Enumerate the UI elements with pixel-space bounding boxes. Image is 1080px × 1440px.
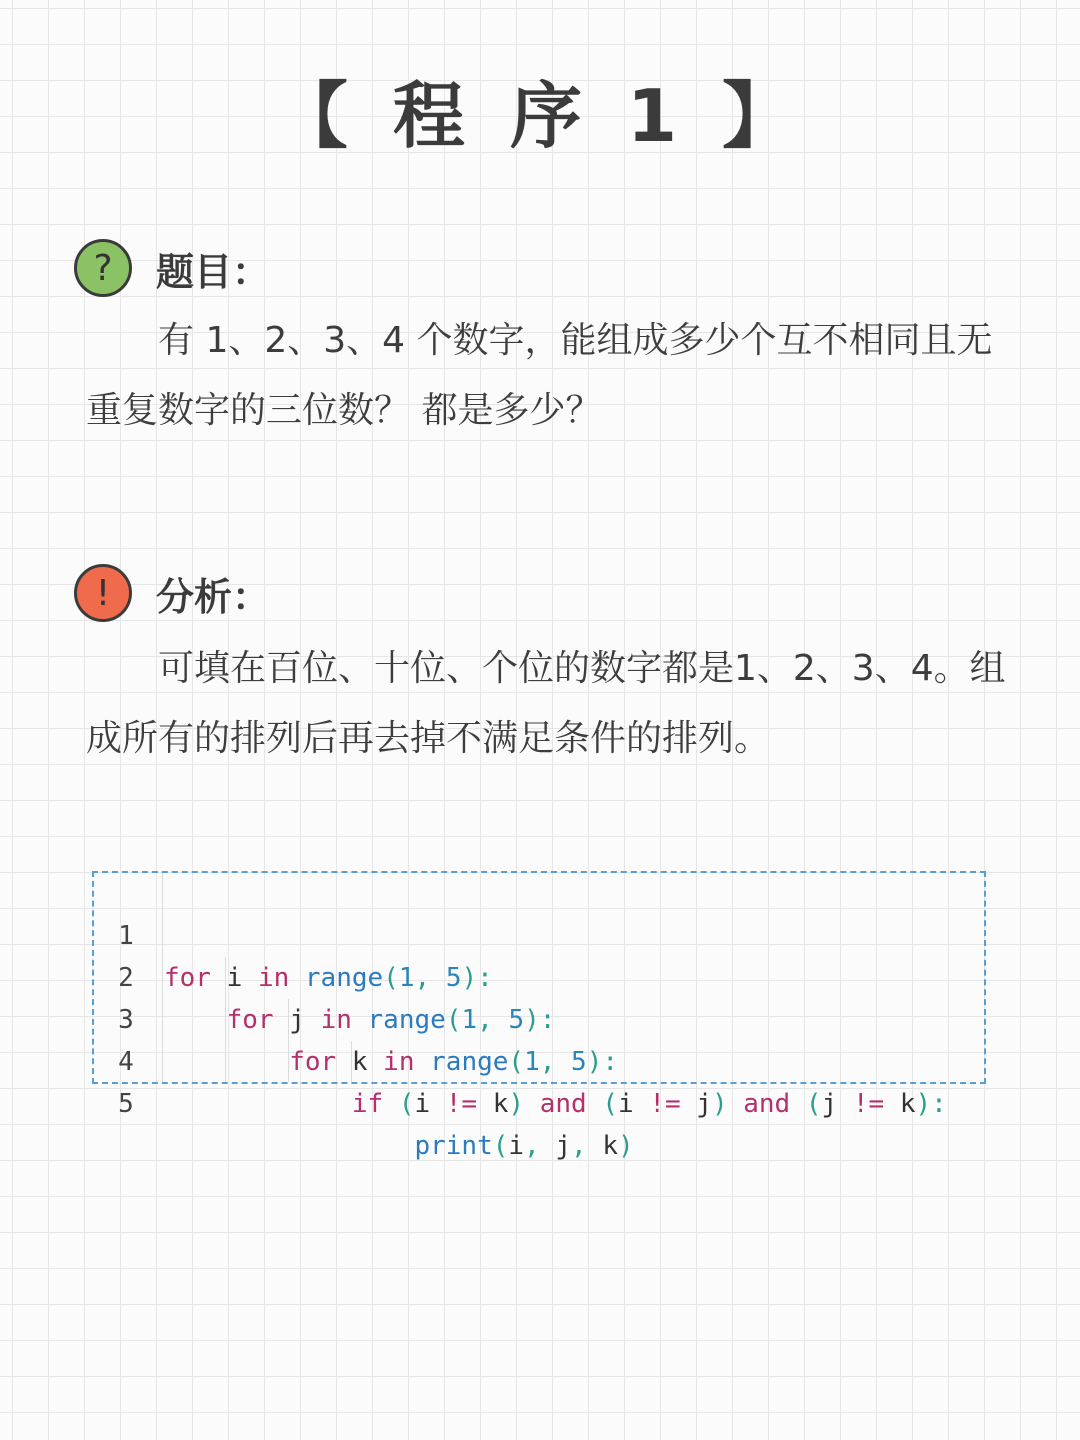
line-number: 1 — [118, 921, 134, 951]
line-number: 4 — [118, 1047, 134, 1077]
code-text: for k in range(1, 5): — [289, 1047, 619, 1077]
question-icon: ? — [74, 239, 132, 297]
code-block — [92, 871, 986, 1161]
code-text: for i in range(1, 5): — [164, 963, 493, 993]
analysis-header — [74, 561, 270, 625]
code-line — [94, 873, 984, 993]
code-text: print(i, j, k) — [414, 1131, 634, 1161]
exclamation-icon: ! — [74, 564, 132, 622]
code-text: for j in range(1, 5): — [226, 1005, 556, 1035]
question-text: 有 1、2、3、4 个数字，能组成多少个互不相同且无重复数字的三位数？ 都是多少？ — [86, 320, 993, 431]
code-text: if (i != k) and (i != j) and (j != k): — [351, 1089, 947, 1119]
question-label: 题目： — [156, 249, 271, 294]
analysis-text: 可填在百位、十位、个位的数字都是1、2、3、4。组成所有的排列后再去掉不满足条件的排列。 — [86, 648, 1006, 759]
question-header — [74, 236, 270, 300]
line-number: 2 — [118, 963, 134, 993]
page-title: 【 程 序 1 】 — [275, 74, 805, 158]
line-number: 5 — [118, 1089, 134, 1119]
analysis-label: 分析： — [156, 574, 271, 619]
line-number: 3 — [118, 1005, 134, 1035]
